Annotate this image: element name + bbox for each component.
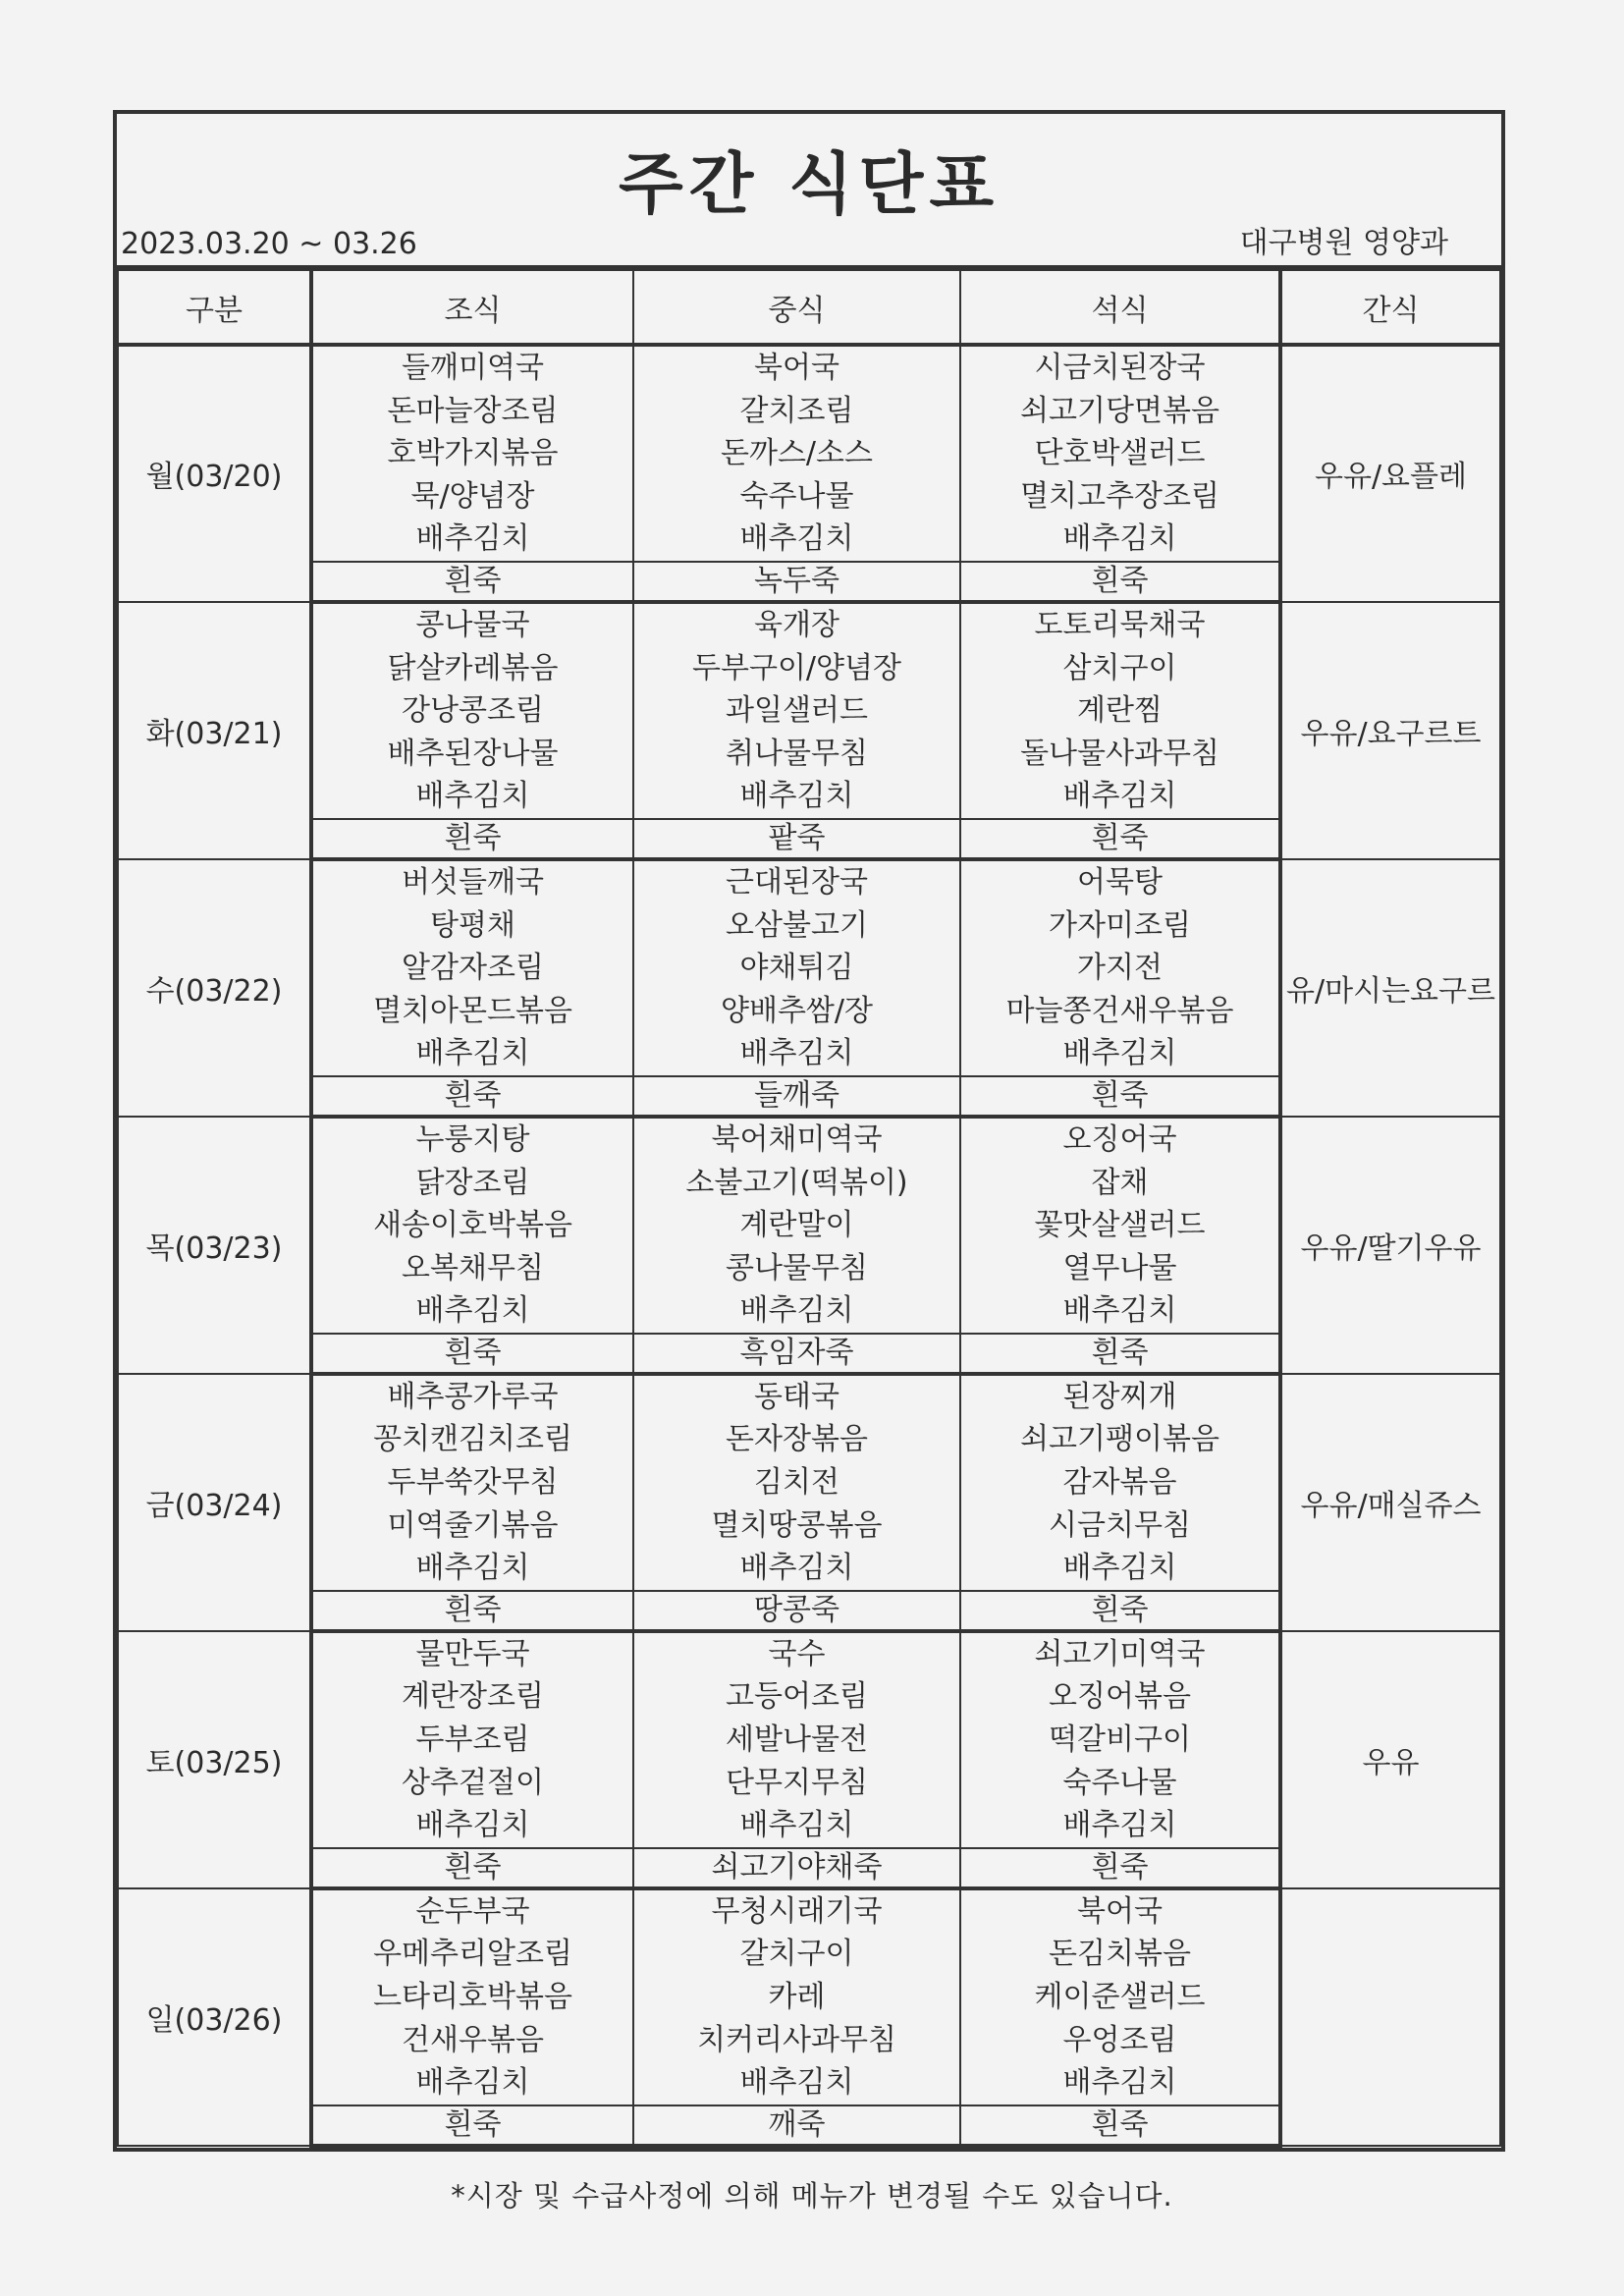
lunch-porridge-cell: 팥죽 xyxy=(633,819,960,859)
menu-item: 알감자조림 xyxy=(402,951,544,986)
menu-item: 들깨미역국 xyxy=(402,351,544,385)
header-snack: 간식 xyxy=(1280,270,1500,345)
menu-item: 국수 xyxy=(768,1636,826,1671)
menu-item: 숙주나물 xyxy=(739,478,854,514)
menu-item: 배추김치 xyxy=(415,1036,530,1071)
lunch-items xyxy=(633,1631,960,1848)
menu-item: 김치전 xyxy=(754,1465,839,1501)
menu-item: 잡채 xyxy=(1091,1165,1149,1200)
menu-item: 배추김치 xyxy=(415,1293,530,1329)
menu-item: 무청시래기국 xyxy=(711,1893,883,1929)
day-label: 토(03/25) xyxy=(118,1631,311,1888)
menu-item: 단호박샐러드 xyxy=(1034,436,1206,471)
menu-item: 배추김치 xyxy=(739,2065,854,2101)
menu-item: 가자미조림 xyxy=(1049,907,1191,943)
header-category: 구분 xyxy=(118,270,311,345)
menu-item: 건새우볶음 xyxy=(402,2022,544,2057)
breakfast-porridge-cell: 흰죽 xyxy=(311,1076,633,1117)
breakfast-items xyxy=(311,1374,633,1591)
menu-item: 북어국 xyxy=(754,351,839,385)
day-row xyxy=(118,1374,1500,1591)
menu-item: 콩나물무침 xyxy=(726,1250,868,1285)
menu-item: 돈김치볶음 xyxy=(1049,1937,1191,1972)
menu-item: 강낭콩조림 xyxy=(402,693,544,729)
menu-item: 탕평채 xyxy=(430,907,515,943)
day-label: 금(03/24) xyxy=(118,1374,311,1631)
menu-item: 양배추쌈/장 xyxy=(720,993,873,1028)
breakfast-items xyxy=(311,859,633,1076)
breakfast-porridge-cell: 흰죽 xyxy=(311,1334,633,1374)
dinner-porridge-cell: 흰죽 xyxy=(960,562,1280,602)
menu-body xyxy=(118,345,1500,2146)
breakfast-items xyxy=(311,345,633,562)
menu-item: 어묵탕 xyxy=(1077,864,1163,900)
menu-item: 쇠고기미역국 xyxy=(1034,1636,1206,1671)
menu-item: 배추김치 xyxy=(1062,521,1177,557)
day-row xyxy=(118,1631,1500,1848)
menu-item: 갈치구이 xyxy=(739,1937,854,1972)
menu-item: 돈자장볶음 xyxy=(726,1422,868,1457)
breakfast-items xyxy=(311,1631,633,1848)
dinner-items xyxy=(960,1117,1280,1334)
menu-item: 멸치고추장조림 xyxy=(1020,478,1219,514)
menu-item: 배추김치 xyxy=(1062,1036,1177,1071)
menu-item: 느타리호박볶음 xyxy=(373,1980,572,2014)
menu-item: 돌나물사과무침 xyxy=(1020,736,1219,771)
day-label: 월(03/20) xyxy=(118,345,311,602)
menu-item: 배추김치 xyxy=(415,1551,530,1586)
dinner-porridge-cell: 흰죽 xyxy=(960,1334,1280,1374)
dinner-items xyxy=(960,1888,1280,2105)
menu-item: 단무지무침 xyxy=(726,1765,868,1800)
menu-item: 닭살카레볶음 xyxy=(387,650,559,685)
menu-item: 배추김치 xyxy=(739,1551,854,1586)
snack-cell: 우유/요구르트 xyxy=(1280,602,1500,859)
menu-item: 열무나물 xyxy=(1062,1250,1177,1285)
menu-item: 시금치무침 xyxy=(1049,1507,1191,1543)
department-name: 대구병원 영양과 xyxy=(1239,226,1448,260)
menu-item: 배추김치 xyxy=(739,779,854,814)
menu-item: 쇠고기당면볶음 xyxy=(1020,393,1219,428)
menu-item: 우엉조림 xyxy=(1062,2022,1177,2057)
lunch-items xyxy=(633,1374,960,1591)
menu-item: 시금치된장국 xyxy=(1034,351,1206,385)
menu-item: 버섯들깨국 xyxy=(402,864,544,900)
lunch-items xyxy=(633,345,960,562)
header-lunch: 중식 xyxy=(633,270,960,345)
menu-item: 배추김치 xyxy=(415,779,530,814)
dinner-porridge-cell: 흰죽 xyxy=(960,819,1280,859)
menu-item: 멸치아몬드볶음 xyxy=(373,993,572,1028)
day-row xyxy=(118,1888,1500,2105)
menu-item: 북어채미역국 xyxy=(711,1121,883,1157)
lunch-items xyxy=(633,859,960,1076)
page-title: 주간 식단표 xyxy=(618,146,1001,224)
menu-item: 소불고기(떡볶이) xyxy=(685,1165,908,1200)
table-header-row xyxy=(118,270,1500,345)
breakfast-items xyxy=(311,1888,633,2105)
menu-item: 배추김치 xyxy=(1062,2065,1177,2101)
snack-cell xyxy=(1280,1888,1500,2146)
menu-item: 감자볶음 xyxy=(1062,1465,1177,1501)
day-row xyxy=(118,859,1500,1076)
breakfast-porridge-cell: 흰죽 xyxy=(311,2105,633,2146)
menu-item: 배추김치 xyxy=(1062,1808,1177,1843)
menu-item: 동태국 xyxy=(754,1379,839,1414)
dinner-items xyxy=(960,1374,1280,1591)
menu-item: 두부쑥갓무침 xyxy=(387,1465,559,1501)
lunch-items xyxy=(633,1117,960,1334)
menu-item: 닭장조림 xyxy=(415,1165,530,1200)
dinner-items xyxy=(960,345,1280,562)
menu-item: 배추김치 xyxy=(1062,779,1177,814)
snack-cell: 우유/매실쥬스 xyxy=(1280,1374,1500,1631)
menu-item: 취나물무침 xyxy=(726,736,868,771)
day-row xyxy=(118,345,1500,562)
header-dinner: 석식 xyxy=(960,270,1280,345)
breakfast-porridge-cell: 흰죽 xyxy=(311,1848,633,1888)
lunch-porridge-cell: 흑임자죽 xyxy=(633,1334,960,1374)
menu-item: 순두부국 xyxy=(415,1893,530,1929)
dinner-porridge-cell: 흰죽 xyxy=(960,2105,1280,2146)
menu-item: 치커리사과무침 xyxy=(697,2022,896,2057)
menu-item: 꽁치캔김치조림 xyxy=(373,1422,572,1457)
menu-item: 근대된장국 xyxy=(726,864,868,900)
breakfast-porridge-cell: 흰죽 xyxy=(311,819,633,859)
menu-item: 우메추리알조림 xyxy=(373,1937,572,1972)
menu-item: 북어국 xyxy=(1077,1893,1163,1929)
menu-item: 두부구이/양념장 xyxy=(692,650,901,685)
menu-item: 상추겉절이 xyxy=(402,1765,544,1800)
snack-cell: 우유 xyxy=(1280,1631,1500,1888)
menu-item: 돈까스/소스 xyxy=(720,436,873,471)
menu-item: 떡갈비구이 xyxy=(1049,1722,1191,1758)
day-label: 수(03/22) xyxy=(118,859,311,1117)
day-label: 목(03/23) xyxy=(118,1117,311,1374)
weekly-menu-table xyxy=(117,269,1501,2148)
lunch-porridge-cell: 녹두죽 xyxy=(633,562,960,602)
menu-item: 갈치조림 xyxy=(739,393,854,428)
snack-cell: 우유/딸기우유 xyxy=(1280,1117,1500,1374)
dinner-items xyxy=(960,1631,1280,1848)
menu-item: 쇠고기팽이볶음 xyxy=(1020,1422,1219,1457)
menu-item: 오징어볶음 xyxy=(1049,1679,1191,1715)
menu-item: 과일샐러드 xyxy=(726,693,868,729)
snack-cell: 우유/요플레 xyxy=(1280,345,1500,602)
menu-item: 오징어국 xyxy=(1062,1121,1177,1157)
menu-item: 배추김치 xyxy=(415,1808,530,1843)
menu-item: 물만두국 xyxy=(415,1636,530,1671)
menu-item: 계란찜 xyxy=(1077,693,1163,729)
menu-item: 계란장조림 xyxy=(402,1679,544,1715)
menu-item: 배추김치 xyxy=(415,2065,530,2101)
day-label: 일(03/26) xyxy=(118,1888,311,2146)
menu-item: 육개장 xyxy=(754,607,839,642)
menu-item: 돈마늘장조림 xyxy=(387,393,559,428)
menu-item: 계란말이 xyxy=(739,1208,854,1243)
breakfast-porridge-cell: 흰죽 xyxy=(311,1591,633,1631)
menu-item: 오삼불고기 xyxy=(726,907,868,943)
day-row xyxy=(118,602,1500,819)
lunch-items xyxy=(633,602,960,819)
menu-item: 배추김치 xyxy=(739,1036,854,1071)
menu-item: 멸치땅콩볶음 xyxy=(711,1507,883,1543)
menu-item: 두부조림 xyxy=(415,1722,530,1758)
footnote: *시장 및 수급사정에 의해 메뉴가 변경될 수도 있습니다. xyxy=(451,2179,1173,2213)
menu-item: 숙주나물 xyxy=(1062,1765,1177,1800)
menu-item: 마늘쫑건새우볶음 xyxy=(1005,993,1234,1028)
day-row xyxy=(118,1117,1500,1334)
lunch-porridge-cell: 땅콩죽 xyxy=(633,1591,960,1631)
menu-item: 호박가지볶음 xyxy=(387,436,559,471)
menu-item: 세발나물전 xyxy=(726,1722,868,1758)
dinner-items xyxy=(960,602,1280,819)
menu-item: 배추된장나물 xyxy=(387,736,559,771)
menu-item: 오복채무침 xyxy=(402,1250,544,1285)
snack-cell: 유/마시는요구르 xyxy=(1280,859,1500,1117)
menu-item: 삼치구이 xyxy=(1062,650,1177,685)
menu-item: 배추김치 xyxy=(415,521,530,557)
breakfast-porridge-cell: 흰죽 xyxy=(311,562,633,602)
menu-item: 야채튀김 xyxy=(739,951,854,986)
menu-item: 된장찌개 xyxy=(1062,1379,1177,1414)
menu-item: 고등어조림 xyxy=(726,1679,868,1715)
menu-item: 배추김치 xyxy=(739,1808,854,1843)
dinner-porridge-cell: 흰죽 xyxy=(960,1848,1280,1888)
menu-item: 케이준샐러드 xyxy=(1034,1980,1206,2014)
menu-item: 누룽지탕 xyxy=(415,1121,530,1157)
menu-item: 가지전 xyxy=(1077,951,1163,986)
breakfast-items xyxy=(311,1117,633,1334)
lunch-porridge-cell: 깨죽 xyxy=(633,2105,960,2146)
menu-item: 배추김치 xyxy=(739,1293,854,1329)
lunch-porridge-cell: 들깨죽 xyxy=(633,1076,960,1117)
lunch-porridge-cell: 쇠고기야채죽 xyxy=(633,1848,960,1888)
date-range: 2023.03.20 ~ 03.26 xyxy=(121,227,417,261)
menu-item: 카레 xyxy=(768,1980,826,2014)
breakfast-items xyxy=(311,602,633,819)
header-breakfast: 조식 xyxy=(311,270,633,345)
menu-item: 배추김치 xyxy=(1062,1551,1177,1586)
dinner-porridge-cell: 흰죽 xyxy=(960,1076,1280,1117)
menu-item: 새송이호박볶음 xyxy=(373,1208,572,1243)
header-area xyxy=(117,114,1501,269)
dinner-porridge-cell: 흰죽 xyxy=(960,1591,1280,1631)
dinner-items xyxy=(960,859,1280,1076)
menu-item: 배추콩가루국 xyxy=(387,1379,559,1414)
menu-item: 미역줄기볶음 xyxy=(387,1507,559,1543)
menu-item: 묵/양념장 xyxy=(410,478,535,514)
menu-item: 꽃맛살샐러드 xyxy=(1034,1208,1206,1243)
menu-item: 배추김치 xyxy=(1062,1293,1177,1329)
menu-item: 콩나물국 xyxy=(415,607,530,642)
menu-item: 배추김치 xyxy=(739,521,854,557)
lunch-items xyxy=(633,1888,960,2105)
menu-item: 도토리묵채국 xyxy=(1034,607,1206,642)
day-label: 화(03/21) xyxy=(118,602,311,859)
menu-sheet xyxy=(113,110,1505,2152)
